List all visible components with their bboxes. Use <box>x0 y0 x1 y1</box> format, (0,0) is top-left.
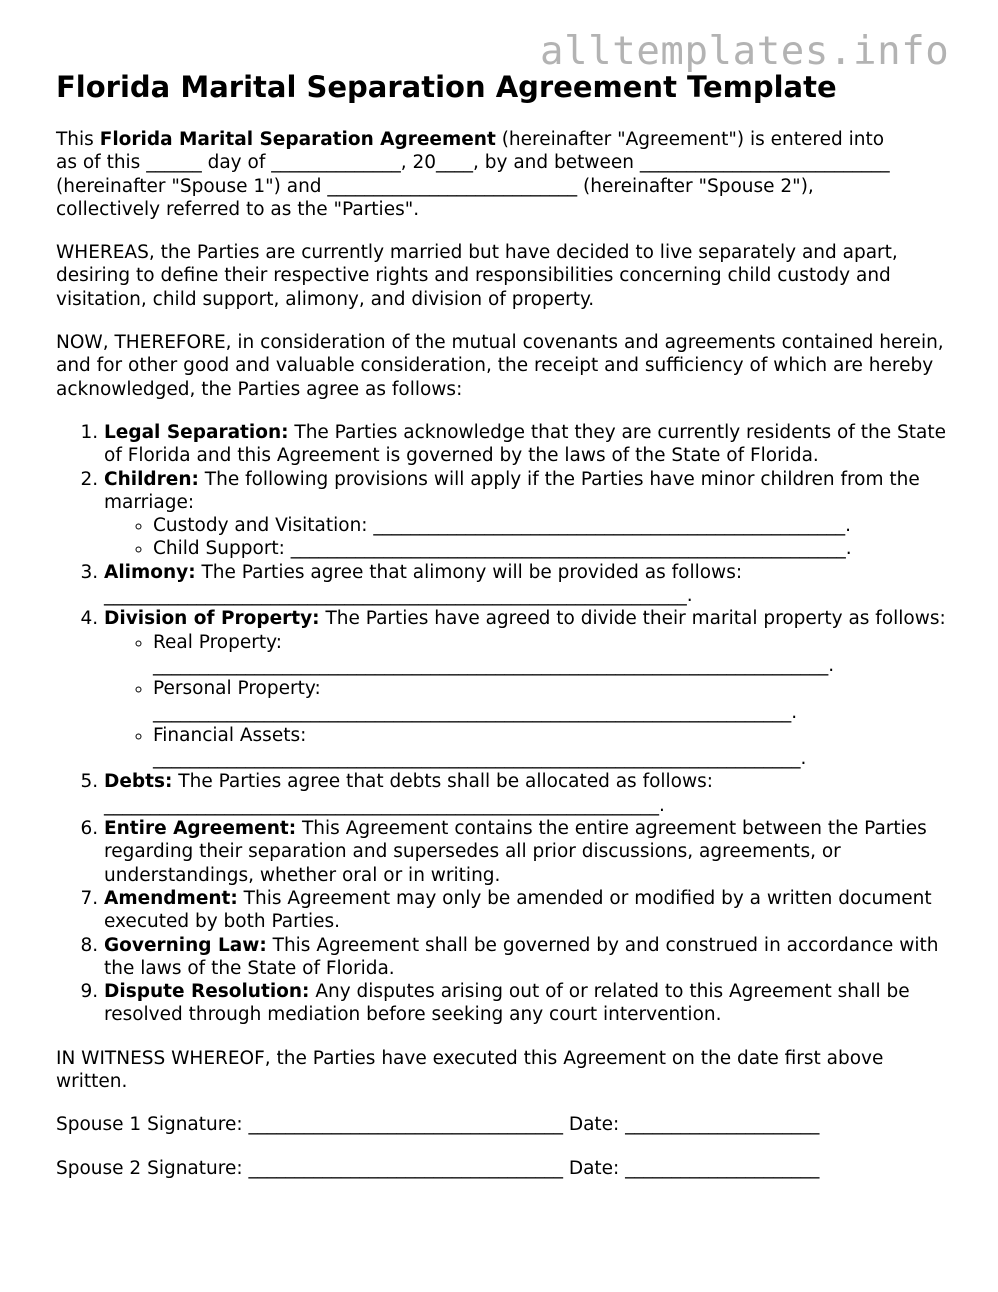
whereas-paragraph: WHEREAS, the Parties are currently married but have decided to live separately and apart, desiring to define their respective rights and responsibilities concerning child custody and visitation, child support, alimony, and division of property. <box>56 242 898 310</box>
intro-line-4: collectively referred to as the "Parties". <box>56 198 420 220</box>
section-debts <box>104 770 951 817</box>
section-text: Any disputes arising out of or related to this Agreement shall be resolved through mediation before seeking any court intervention. <box>104 981 910 1026</box>
section-text: The Parties agree that debts shall be allocated as follows: ____________________________________________________________. <box>104 771 714 816</box>
financial-assets-item <box>153 724 951 771</box>
sub-label: Real Property: <box>153 631 282 653</box>
date-label: Date: <box>562 1157 626 1179</box>
fill-blank: _____________________________________________________________________. <box>153 701 798 723</box>
now-therefore-paragraph: NOW, THEREFORE, in consideration of the mutual covenants and agreements contained herein, and for other good and valuable consideration, the receipt and sufficiency of which are hereby acknowledged, the Parties agree as follows: <box>56 332 944 400</box>
signature-label: Spouse 1 Signature: <box>56 1114 249 1136</box>
spouse-1-signature-line <box>56 1113 951 1136</box>
fill-blank: ______________________________________________________________________. <box>153 748 807 770</box>
intro-paragraph <box>56 128 951 221</box>
section-division-of-property <box>104 607 951 770</box>
sub-label: Custody and Visitation: <box>153 515 374 537</box>
section-title: Division of Property: <box>104 608 320 630</box>
signature-blank: __________________________________ <box>248 1157 563 1179</box>
personal-property-item <box>153 677 951 724</box>
fill-blank: ___________________________________________________. <box>373 515 852 537</box>
watermark: alltemplates.info <box>540 29 950 74</box>
section-title: Dispute Resolution: <box>104 981 310 1003</box>
page-title: Florida Marital Separation Agreement Template <box>56 70 837 104</box>
document-page <box>56 68 951 1180</box>
section-text: This Agreement contains the entire agreement between the Parties regarding their separation and supersedes all prior discussions, agreements, or understandings, whether oral or in writing. <box>104 818 927 886</box>
spouse-2-signature-line <box>56 1157 951 1180</box>
signature-label: Spouse 2 Signature: <box>56 1157 249 1179</box>
section-text: The following provisions will apply if the Parties have minor children from the marriage: <box>104 468 920 513</box>
section-children <box>104 468 951 561</box>
section-title: Children: <box>104 468 199 490</box>
section-governing-law <box>104 934 951 981</box>
sub-label: Personal Property: <box>153 678 321 700</box>
section-text: The Parties agree that alimony will be provided as follows: _______________________________________________________________. <box>104 561 743 607</box>
sub-label: Child Support: <box>153 538 291 560</box>
section-entire-agreement <box>104 817 951 887</box>
custody-visitation-item <box>153 514 951 537</box>
section-text: This Agreement shall be governed by and construed in accordance with the laws of the State of Florida. <box>104 934 939 979</box>
section-title: Amendment: <box>104 887 238 909</box>
section-amendment <box>104 887 951 934</box>
intro-line-1: (hereinafter "Agreement") is entered into <box>495 129 885 150</box>
section-title: Governing Law: <box>104 934 267 956</box>
children-sublist <box>104 514 951 561</box>
sub-label: Financial Assets: <box>153 724 307 746</box>
sections-list <box>56 421 951 1027</box>
date-blank: _____________________ <box>625 1157 820 1179</box>
section-text: The Parties acknowledge that they are currently residents of the State of Florida and this Agreement is governed by the laws of the State of Florida. <box>104 421 946 467</box>
date-label: Date: <box>562 1114 626 1136</box>
section-text: The Parties have agreed to divide their marital property as follows: <box>319 608 946 630</box>
real-property-item <box>153 631 951 678</box>
witness-paragraph: IN WITNESS WHEREOF, the Parties have executed this Agreement on the date first above written. <box>56 1047 884 1092</box>
property-sublist <box>104 631 951 771</box>
date-blank: _____________________ <box>625 1114 820 1136</box>
child-support-item <box>153 537 951 560</box>
intro-line-3: (hereinafter "Spouse 1") and ___________________________ (hereinafter "Spouse 2"), <box>56 175 814 197</box>
section-text: This Agreement may only be amended or modified by a written document executed by both Parties. <box>104 887 932 933</box>
section-legal-separation <box>104 421 951 468</box>
agreement-name: Florida Marital Separation Agreement <box>99 129 496 150</box>
fill-blank: _________________________________________________________________________. <box>153 654 835 676</box>
section-title: Alimony: <box>104 561 196 583</box>
section-title: Legal Separation: <box>104 421 289 443</box>
intro-pre: This <box>56 129 100 150</box>
fill-blank: ____________________________________________________________. <box>290 538 852 560</box>
section-dispute-resolution <box>104 980 951 1027</box>
section-title: Entire Agreement: <box>104 818 297 840</box>
section-title: Debts: <box>104 771 173 793</box>
signature-blank: __________________________________ <box>248 1114 563 1136</box>
intro-line-2: as of this ______ day of ______________, 20____, by and between ___________________________ <box>56 152 890 174</box>
section-alimony <box>104 561 951 608</box>
